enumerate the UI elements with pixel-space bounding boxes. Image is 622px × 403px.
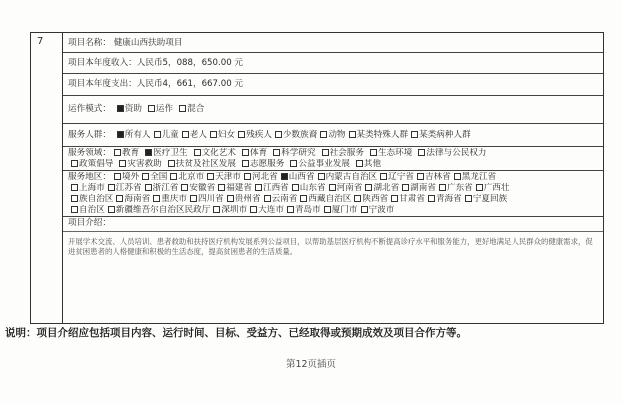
checkbox-option[interactable] [326,183,363,193]
unchecked-box-icon[interactable] [329,184,336,191]
checkbox-option[interactable] [68,194,113,204]
checkbox-label: 动物 [328,130,346,140]
checkbox-label: 河南省 [336,183,363,193]
unchecked-box-icon[interactable] [411,131,418,138]
checkbox-label: 江西省 [262,183,289,193]
checkbox-option[interactable] [297,194,351,204]
checkbox-label: 体育 [249,148,268,158]
unchecked-box-icon[interactable] [114,149,121,156]
page-label: 第12页插页 [285,359,337,370]
unchecked-box-icon[interactable] [108,184,115,191]
checkbox-option[interactable] [362,183,399,193]
checkbox-label: 某类特殊人群 [356,130,409,140]
unchecked-box-icon[interactable] [71,206,78,213]
checkbox-option[interactable] [399,183,436,193]
checkbox-option[interactable] [321,205,358,215]
unchecked-box-icon[interactable] [380,173,387,180]
service-region-options-2 [68,183,510,193]
unchecked-box-icon[interactable] [418,149,425,156]
checkbox-label: 法律与公民权力 [426,148,487,158]
checkbox-label: 儿童 [161,130,179,140]
checkbox-label: 资助 [124,104,142,114]
unchecked-box-icon[interactable] [238,131,245,138]
unchecked-box-icon[interactable] [207,173,214,180]
checkbox-option[interactable] [284,205,321,215]
unchecked-box-icon[interactable] [255,184,262,191]
intro-divider [63,231,603,232]
unchecked-box-icon[interactable] [142,173,149,180]
checkbox-option[interactable] [111,148,139,158]
operation-mode-label: 运作模式： [68,104,111,114]
unchecked-box-icon[interactable] [71,195,78,202]
unchecked-box-icon[interactable] [320,131,327,138]
unchecked-box-icon[interactable] [145,184,152,191]
checkbox-label: 黑龙江省 [461,172,497,182]
checkbox-label: 公益事业发展 [298,159,350,169]
checkbox-label: 教育 [121,148,140,158]
unchecked-box-icon[interactable] [116,195,123,202]
unchecked-box-icon[interactable] [148,105,155,112]
checkbox-label: 混合 [187,104,205,114]
unchecked-box-icon[interactable] [365,184,372,191]
checkbox-option[interactable] [113,194,150,204]
checkbox-option[interactable] [272,130,317,140]
unchecked-box-icon[interactable] [213,206,220,213]
checkbox-option[interactable] [241,172,278,182]
unchecked-box-icon[interactable] [71,184,78,191]
unchecked-box-icon[interactable] [454,173,461,180]
unchecked-box-icon[interactable] [264,195,271,202]
unchecked-box-icon[interactable] [292,184,299,191]
intro-row [63,217,603,231]
unchecked-box-icon[interactable] [210,131,217,138]
unchecked-box-icon[interactable] [179,105,186,112]
checkbox-option[interactable] [114,104,142,114]
service-field-options-2 [68,159,384,169]
unchecked-box-icon[interactable] [361,206,368,213]
unchecked-box-icon[interactable] [244,173,251,180]
checkbox-label: 吉林省 [424,172,451,182]
checkbox-option[interactable] [204,172,241,182]
checkbox-label: 上海市 [79,183,105,193]
checkbox-option[interactable] [287,159,350,169]
annual-income: 项目本年度收入：人民币5，088，650.00 元 [68,58,243,68]
checkbox-label: 社会服务 [329,148,364,158]
unchecked-box-icon[interactable] [119,160,126,167]
checkbox-option[interactable] [346,130,409,140]
checkbox-label: 广西壮 [483,183,510,193]
checkbox-option[interactable] [473,183,510,193]
checkbox-option[interactable] [289,183,326,193]
checkbox-label: 少数族裔 [282,130,318,140]
unchecked-box-icon[interactable] [290,160,297,167]
checkbox-label: 湖北省 [373,183,400,193]
checkbox-label: 广东省 [446,183,473,193]
service-region-options-1 [111,172,496,182]
unchecked-box-icon[interactable] [194,149,201,156]
unchecked-box-icon[interactable] [170,173,177,180]
checkbox-label: 所有人 [124,130,151,140]
checkbox-label: 科学研究 [281,148,316,158]
project-form-table [30,32,604,324]
checkbox-option[interactable] [165,159,236,169]
checkbox-label: 福建省 [226,183,252,193]
unchecked-box-icon[interactable] [242,149,249,156]
unchecked-box-icon[interactable] [108,206,115,213]
checkbox-option[interactable] [68,183,105,193]
service-people-options [114,130,471,140]
unchecked-box-icon[interactable] [242,160,249,167]
checkbox-option[interactable] [207,130,235,140]
checkbox-label: 青岛市 [294,205,321,215]
checked-box-icon[interactable] [281,173,288,180]
checkbox-label: 全国 [150,172,168,182]
checkbox-option[interactable] [415,148,486,158]
service-region-row [63,171,603,217]
unchecked-box-icon[interactable] [318,173,325,180]
checkbox-label: 宁夏回族 [472,194,508,204]
unchecked-box-icon[interactable] [275,131,282,138]
checkbox-option[interactable] [388,194,425,204]
unchecked-box-icon[interactable] [168,160,175,167]
unchecked-box-icon[interactable] [322,149,329,156]
checkbox-option[interactable] [167,172,204,182]
checkbox-option[interactable] [105,183,142,193]
service-field-label: 服务领域： [68,148,111,158]
unchecked-box-icon[interactable] [114,173,121,180]
checkbox-label: 江苏省 [115,183,142,193]
checkbox-label: 浙江省 [152,183,179,193]
checkbox-option[interactable] [116,159,161,169]
operation-mode-options [114,104,208,114]
service-people-label: 服务人群： [68,130,111,140]
checkbox-option[interactable] [235,130,272,140]
checkbox-option[interactable] [239,159,284,169]
checkbox-option[interactable] [191,148,236,158]
checkbox-label: 某类病种人群 [419,130,471,140]
checkbox-option[interactable] [142,183,179,193]
checkbox-option[interactable] [408,130,471,140]
checkbox-option[interactable] [451,172,496,182]
checkbox-label: 生态环境 [377,148,413,158]
unchecked-box-icon[interactable] [354,195,361,202]
unchecked-box-icon[interactable] [476,184,483,191]
unchecked-box-icon[interactable] [181,184,188,191]
checked-box-icon[interactable] [117,131,124,138]
checkbox-label: 贵州省 [234,194,261,204]
checkbox-label: 河北省 [251,172,278,182]
unchecked-box-icon[interactable] [439,184,446,191]
checkbox-label: 青海省 [435,194,462,204]
checkbox-label: 自治区 [79,205,105,215]
checkbox-label: 医疗卫生 [153,148,188,158]
checkbox-option[interactable] [114,130,151,140]
checkbox-label: 甘肃省 [399,194,425,204]
service-region-options-3 [68,194,507,204]
checkbox-option[interactable] [247,205,284,215]
checkbox-label: 辽宁省 [388,172,414,182]
project-details [63,33,603,323]
checkbox-option[interactable] [150,194,187,204]
unchecked-box-icon[interactable] [300,195,307,202]
operation-mode-row [63,96,603,124]
checkbox-label: 深圳市 [221,205,248,215]
row-number: 7 [31,33,63,323]
service-region-options-4 [68,205,394,215]
unchecked-box-icon[interactable] [250,206,257,213]
checkbox-label: 四川省 [197,194,224,204]
intro-label: 项目介绍： [68,218,111,228]
annual-expense-row [63,74,603,96]
unchecked-box-icon[interactable] [182,131,189,138]
unchecked-box-icon[interactable] [356,160,363,167]
checkbox-label: 北京市 [178,172,205,182]
checkbox-option[interactable] [145,104,173,114]
checked-box-icon[interactable] [117,105,124,112]
annual-income-row [63,53,603,74]
checkbox-option[interactable] [425,194,462,204]
checkbox-option[interactable] [315,172,378,182]
checkbox-label: 重庆市 [161,194,187,204]
project-name: 项目名称： 健康山西扶助项目 [68,38,183,48]
unchecked-box-icon[interactable] [349,131,356,138]
checkbox-label: 政策倡导 [79,159,114,169]
service-field-options-1 [111,148,490,158]
checkbox-option[interactable] [178,183,215,193]
checkbox-option[interactable] [68,205,105,215]
project-name-row [63,33,603,53]
intro-text: 开展学术交流、人员培训、患者救助和扶持医疗机构发展系列公益项目，以帮助基层医疗机构不断提高诊疗水平和服务能力，更好地满足人民群众的健康需求，促进贫困患者的人格健康和积极的生活态度，提高贫困患者的生活质量。 [68,237,593,256]
checkbox-label: 残疾人 [246,130,272,140]
checkbox-option[interactable] [377,172,414,182]
unchecked-box-icon[interactable] [428,195,435,202]
checkbox-option[interactable] [151,130,179,140]
checkbox-label: 安徽省 [189,183,216,193]
checkbox-label: 扶贫及社区发展 [175,159,236,169]
unchecked-box-icon[interactable] [391,195,398,202]
checkbox-label: 运作 [155,104,174,114]
unchecked-box-icon[interactable] [324,206,331,213]
checkbox-option[interactable] [105,205,211,215]
unchecked-box-icon[interactable] [370,149,377,156]
checkbox-label: 海南省 [124,194,151,204]
service-field-row [63,147,603,171]
checkbox-label: 志愿服务 [249,159,285,169]
checkbox-label: 其他 [363,159,382,169]
checkbox-label: 境外 [121,172,140,182]
unchecked-box-icon[interactable] [402,184,409,191]
unchecked-box-icon[interactable] [417,173,424,180]
checkbox-option[interactable] [179,130,207,140]
checkbox-option[interactable] [111,172,139,182]
unchecked-box-icon[interactable] [154,131,161,138]
checkbox-label: 新疆维吾尔自治区民政厅 [115,205,211,215]
unchecked-box-icon[interactable] [71,160,78,167]
checkbox-option[interactable] [142,148,187,158]
checkbox-option[interactable] [351,194,388,204]
checkbox-option[interactable] [436,183,473,193]
checkbox-option[interactable] [358,205,395,215]
checkbox-label: 老人 [189,130,207,140]
unchecked-box-icon[interactable] [227,195,234,202]
checkbox-option[interactable] [239,148,267,158]
checked-box-icon[interactable] [145,149,152,156]
checkbox-label: 湖南省 [410,183,436,193]
checkbox-option[interactable] [187,194,224,204]
checkbox-label: 宁波市 [368,205,395,215]
annual-expense: 项目本年度支出：人民币4，661，667.00 元 [68,79,243,89]
checkbox-label: 文化艺术 [201,148,236,158]
checkbox-option[interactable] [462,194,507,204]
unchecked-box-icon[interactable] [287,206,294,213]
service-people-row [63,124,603,147]
checkbox-option[interactable] [278,172,315,182]
checkbox-label: 山西省 [288,172,315,182]
checkbox-option[interactable] [68,159,113,169]
checkbox-label: 族自治区 [79,194,114,204]
checkbox-label: 天津市 [215,172,241,182]
checkbox-label: 厦门市 [331,205,358,215]
checkbox-option[interactable] [367,148,412,158]
unchecked-box-icon[interactable] [465,195,472,202]
checkbox-option[interactable] [210,205,247,215]
checkbox-option[interactable] [270,148,315,158]
checkbox-option[interactable] [215,183,252,193]
checkbox-option[interactable] [261,194,298,204]
checkbox-option[interactable] [176,104,204,114]
unchecked-box-icon[interactable] [190,195,197,202]
service-region-label: 服务地区： [68,172,111,182]
footnote: 说明：项目介绍应包括项目内容、运行时间、目标、受益方、已经取得或预期成效及项目合作方等。 [5,327,467,339]
checkbox-label: 陕西省 [362,194,389,204]
unchecked-box-icon[interactable] [273,149,280,156]
checkbox-option[interactable] [414,172,451,182]
checkbox-option[interactable] [317,130,345,140]
checkbox-label: 山东省 [299,183,326,193]
unchecked-box-icon[interactable] [218,184,225,191]
unchecked-box-icon[interactable] [153,195,160,202]
checkbox-option[interactable] [252,183,289,193]
checkbox-label: 内蒙古自治区 [325,172,378,182]
checkbox-label: 云南省 [271,194,298,204]
checkbox-option[interactable] [353,159,381,169]
checkbox-label: 大连市 [258,205,284,215]
checkbox-label: 妇女 [217,130,236,140]
checkbox-label: 西藏自治区 [308,194,352,204]
checkbox-option[interactable] [139,172,167,182]
checkbox-option[interactable] [224,194,261,204]
checkbox-option[interactable] [319,148,364,158]
checkbox-label: 灾害救助 [127,159,162,169]
